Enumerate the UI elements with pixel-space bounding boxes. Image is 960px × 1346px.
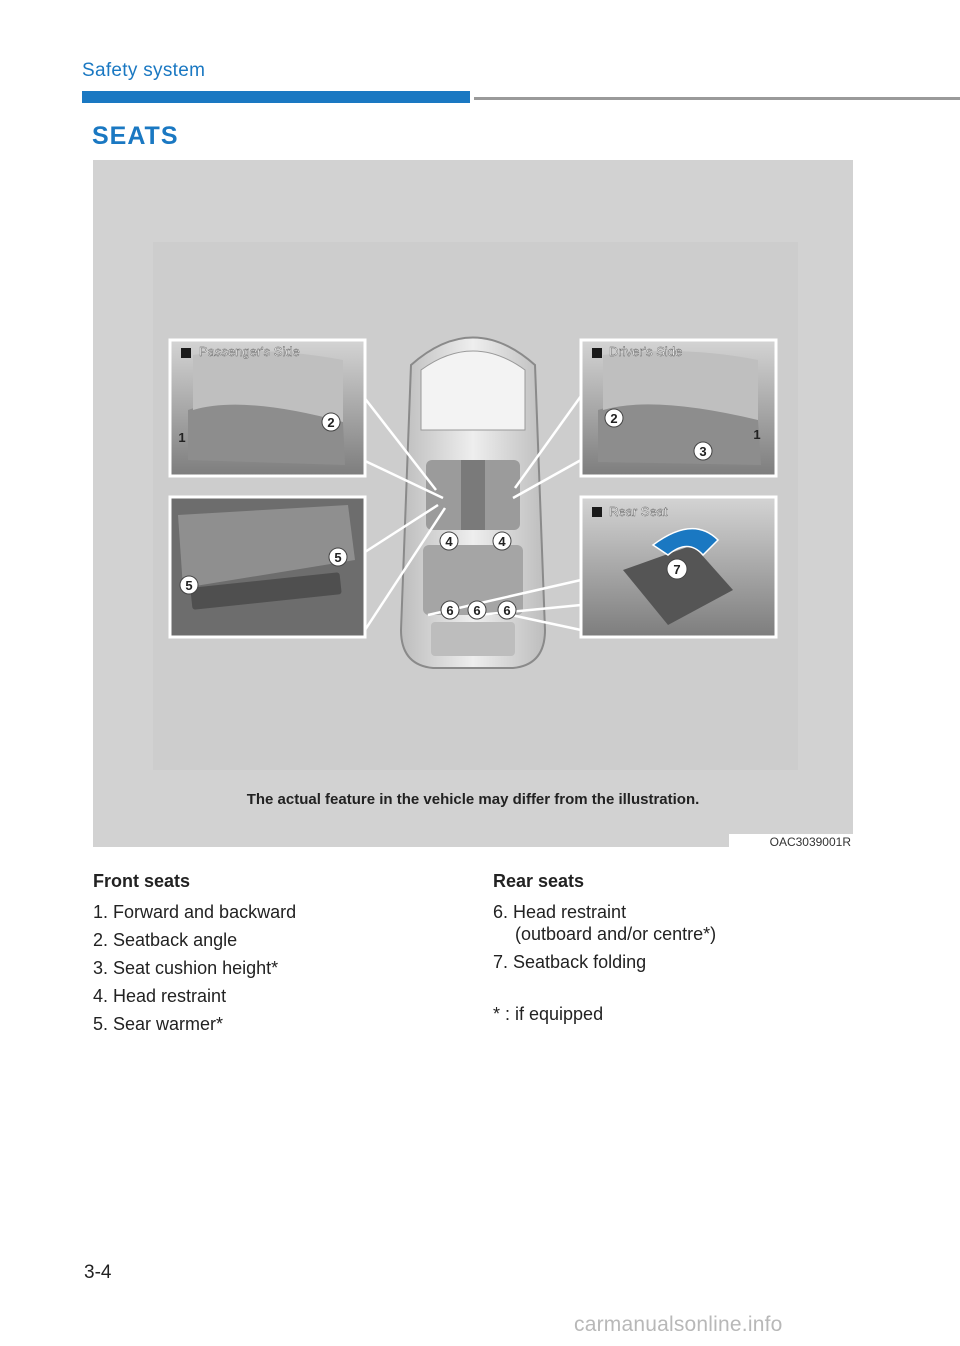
list-item: 3. Seat cushion height*: [93, 958, 279, 978]
list-item: 1. Forward and backward: [93, 902, 297, 922]
list-item-main: 6. Head restraint: [493, 902, 627, 922]
list-item-sub: (outboard and/or centre*): [515, 924, 717, 944]
marker-1-passenger: 1: [178, 430, 186, 445]
rear-seats-column: [493, 871, 853, 1025]
marker-2-driver: 2: [610, 411, 618, 426]
marker-5-left: 5: [185, 578, 193, 593]
marker-6-left: 6: [446, 603, 454, 618]
seats-illustration: [93, 160, 853, 847]
list-item: 2. Seatback angle: [93, 930, 238, 950]
illustration-svg: [93, 160, 853, 847]
marker-5-right: 5: [334, 550, 342, 565]
front-seats-column: [93, 871, 453, 1041]
section-title: Safety system: [82, 60, 206, 81]
marker-3-driver: 3: [699, 444, 707, 459]
list-item: 4. Head restraint: [93, 986, 227, 1006]
front-seats-heading: Front seats: [93, 871, 191, 891]
list-item: 5. Sear warmer*: [93, 1014, 224, 1034]
list-item: [493, 901, 853, 945]
marker-4-right: 4: [498, 534, 506, 549]
driver-side-panel: [581, 340, 776, 476]
passenger-side-panel: [170, 340, 365, 476]
marker-7: 7: [673, 562, 681, 577]
header-rule-gray: [474, 97, 960, 100]
label-rear-seat: Rear Seat: [609, 504, 668, 519]
marker-6-right: 6: [503, 603, 511, 618]
rear-seats-heading: Rear seats: [493, 871, 585, 891]
figure-caption: The actual feature in the vehicle may differ from the illustration.: [246, 791, 700, 808]
seat-warmer-panel: [170, 497, 365, 637]
page-heading: SEATS: [92, 122, 179, 150]
header-rule-blue: [82, 91, 470, 103]
page-number: 3-4: [84, 1262, 112, 1283]
marker-6-center: 6: [473, 603, 481, 618]
marker-2-passenger: 2: [327, 415, 335, 430]
figure-code: OAC3039001R: [729, 834, 853, 850]
watermark: carmanualsonline.info: [574, 1313, 783, 1336]
marker-1-driver: 1: [753, 427, 761, 442]
list-item: 7. Seatback folding: [493, 952, 647, 972]
footnote: * : if equipped: [493, 1004, 604, 1024]
label-passenger-side: Passenger's Side: [199, 344, 300, 359]
label-driver-side: Driver's Side: [609, 344, 683, 359]
marker-4-left: 4: [445, 534, 453, 549]
